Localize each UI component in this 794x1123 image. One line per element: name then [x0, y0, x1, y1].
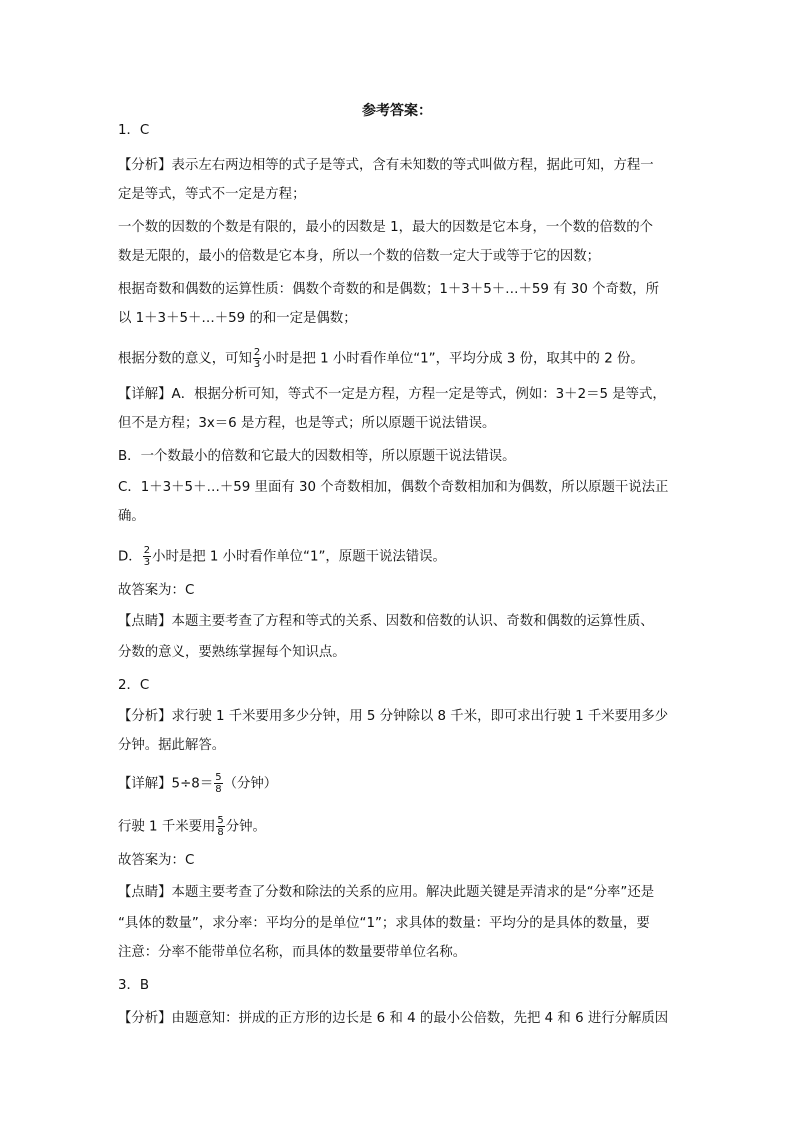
fraction-line [118, 347, 644, 370]
denominator: 3 [253, 359, 261, 370]
analysis-line: 以 1＋3＋5＋…＋59 的和一定是偶数； [118, 311, 357, 326]
text-segment: 分钟。 [225, 819, 266, 835]
text-segment: 【详解】5÷8＝ [118, 776, 214, 792]
analysis-line: 数是无限的，最小的倍数是它本身，所以一个数的倍数一定大于或等于它的因数； [118, 249, 601, 264]
text-segment: 根据分数的意义，可知 [118, 351, 252, 367]
comment-line: 注意：分率不能带单位名称，而具体的数量要带单位名称。 [118, 945, 467, 960]
page-title: 参考答案： [362, 103, 432, 119]
numerator: 2 [143, 545, 151, 556]
detail-line: 【详解】A．根据分析可知，等式不一定是方程，方程一定是等式，例如：3＋2＝5 是等式， [118, 387, 666, 402]
analysis-line: 根据奇数和偶数的运算性质：偶数个奇数的和是偶数；1＋3＋5＋…＋59 有 30 个奇数，所 [118, 282, 660, 297]
text-segment: （分钟） [223, 776, 278, 792]
text-segment: 小时是把 1 小时看作单位“1”，原题干说法错误。 [152, 549, 446, 565]
fraction [143, 545, 151, 568]
comment-line: 【点睛】本题主要考查了分数和除法的关系的应用。解决此题关键是弄清求的是“分率”还是 [118, 885, 655, 900]
analysis-line: 【分析】求行驶 1 千米要用多少分钟，用 5 分钟除以 8 千米，即可求出行驶 1 千米要用多少 [118, 709, 669, 724]
fraction-line [118, 545, 446, 568]
detail-line: 但不是方程；3x＝6 是方程，也是等式；所以原题干说法错误。 [118, 416, 496, 431]
text-segment: 行驶 1 千米要用 [118, 819, 216, 835]
answer-line: 故答案为：C [118, 583, 195, 598]
analysis-line: 分钟。据此解答。 [118, 738, 226, 753]
text-segment: D． [118, 549, 142, 565]
detail-line: B．一个数最小的倍数和它最大的因数相等，所以原题干说法错误。 [118, 449, 516, 464]
numerator: 5 [215, 772, 222, 783]
comment-line: 分数的意义，要熟练掌握每个知识点。 [118, 645, 346, 660]
analysis-line: 定是等式，等式不一定是方程； [118, 187, 306, 202]
question-number: 1．C [118, 123, 150, 138]
denominator: 8 [215, 784, 222, 795]
comment-line: “具体的数量”，求分率：平均分的是单位“1”；求具体的数量：平均分的是具体的数量，要 [118, 916, 650, 931]
text-segment: 小时是把 1 小时看作单位“1”，平均分成 3 份，取其中的 2 份。 [262, 351, 644, 367]
fraction [253, 347, 261, 370]
fraction-line [118, 772, 277, 795]
detail-line: 确。 [118, 509, 145, 524]
denominator: 8 [217, 827, 224, 838]
detail-line: C．1＋3＋5＋…＋59 里面有 30 个奇数相加，偶数个奇数相加和为偶数，所以原题干说法正 [118, 480, 669, 495]
numerator: 2 [253, 347, 261, 358]
analysis-line: 【分析】表示左右两边相等的式子是等式，含有未知数的等式叫做方程，据此可知，方程一 [118, 158, 654, 173]
fraction [216, 815, 224, 838]
comment-line: 【点睛】本题主要考查了方程和等式的关系、因数和倍数的认识、奇数和偶数的运算性质、 [118, 614, 654, 629]
answer-line: 故答案为：C [118, 853, 195, 868]
denominator: 3 [143, 557, 151, 568]
analysis-line: 一个数的因数的个数是有限的，最小的因数是 1，最大的因数是它本身，一个数的倍数的个 [118, 220, 654, 235]
fraction [214, 772, 222, 795]
question-number: 2．C [118, 678, 150, 693]
numerator: 5 [217, 815, 224, 826]
fraction-line [118, 815, 266, 838]
question-number: 3．B [118, 978, 150, 993]
analysis-line: 【分析】由题意知：拼成的正方形的边长是 6 和 4 的最小公倍数，先把 4 和 6 进行分解质因 [118, 1011, 669, 1026]
